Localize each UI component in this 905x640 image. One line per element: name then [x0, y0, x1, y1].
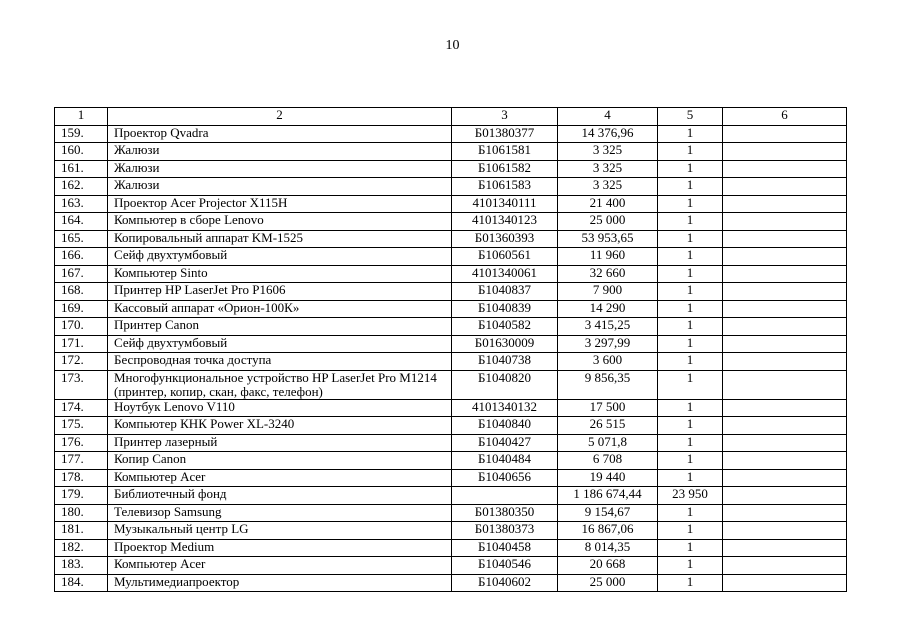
inventory-number-cell: Б1040839 [452, 300, 558, 318]
notes-cell [723, 318, 847, 336]
cost-cell: 9 856,35 [558, 370, 658, 399]
cost-cell: 6 708 [558, 452, 658, 470]
cost-cell: 14 376,96 [558, 125, 658, 143]
item-name-cell: Копировальный аппарат KM-1525 [108, 230, 452, 248]
notes-cell [723, 265, 847, 283]
table-row [55, 265, 847, 283]
notes-cell [723, 300, 847, 318]
table-row [55, 522, 847, 540]
quantity-cell: 1 [658, 469, 723, 487]
header-col-4: 4 [558, 108, 658, 126]
quantity-cell: 1 [658, 160, 723, 178]
page-number: 10 [445, 38, 460, 53]
item-name-cell: Копир Canon [108, 452, 452, 470]
notes-cell [723, 143, 847, 161]
notes-cell [723, 504, 847, 522]
inventory-number-cell: Б01380350 [452, 504, 558, 522]
item-name-cell: Библиотечный фонд [108, 487, 452, 505]
table-row [55, 248, 847, 266]
row-number-cell: 159. [55, 125, 108, 143]
inventory-number-cell: 4101340123 [452, 213, 558, 231]
notes-cell [723, 353, 847, 371]
table-row [55, 283, 847, 301]
cost-cell: 7 900 [558, 283, 658, 301]
table-row [55, 504, 847, 522]
notes-cell [723, 230, 847, 248]
inventory-number-cell: Б01630009 [452, 335, 558, 353]
table-row [55, 452, 847, 470]
row-number-cell: 160. [55, 143, 108, 161]
table-row [55, 539, 847, 557]
cost-cell: 53 953,65 [558, 230, 658, 248]
item-name-cell: Жалюзи [108, 178, 452, 196]
notes-cell [723, 213, 847, 231]
table-row [55, 469, 847, 487]
table-row [55, 300, 847, 318]
item-name-cell: Проектор Acer Projector X115H [108, 195, 452, 213]
table-row [55, 230, 847, 248]
header-col-5: 5 [658, 108, 723, 126]
table-row [55, 574, 847, 592]
item-name-cell: Компьютер Sinto [108, 265, 452, 283]
inventory-number-cell: Б1040602 [452, 574, 558, 592]
header-col-6: 6 [723, 108, 847, 126]
notes-cell [723, 487, 847, 505]
quantity-cell: 1 [658, 557, 723, 575]
row-number-cell: 173. [55, 370, 108, 399]
inventory-number-cell: Б1061582 [452, 160, 558, 178]
inventory-number-cell: Б1040484 [452, 452, 558, 470]
item-name-cell: Компьютер КНК Power XL-3240 [108, 417, 452, 435]
inventory-number-cell: Б1040458 [452, 539, 558, 557]
item-name-cell: Сейф двухтумбовый [108, 248, 452, 266]
row-number-cell: 177. [55, 452, 108, 470]
table-row [55, 335, 847, 353]
inventory-table [54, 107, 847, 592]
quantity-cell: 1 [658, 300, 723, 318]
cost-cell: 3 325 [558, 160, 658, 178]
row-number-cell: 166. [55, 248, 108, 266]
inventory-number-cell: Б1040738 [452, 353, 558, 371]
notes-cell [723, 178, 847, 196]
item-name-cell: Компьютер Acer [108, 469, 452, 487]
cost-cell: 26 515 [558, 417, 658, 435]
row-number-cell: 180. [55, 504, 108, 522]
notes-cell [723, 434, 847, 452]
item-name-cell: Компьютер в сборе Lenovo [108, 213, 452, 231]
item-name-cell: Жалюзи [108, 160, 452, 178]
notes-cell [723, 417, 847, 435]
table-row [55, 213, 847, 231]
item-name-cell: Ноутбук Lenovo V110 [108, 399, 452, 417]
notes-cell [723, 283, 847, 301]
row-number-cell: 178. [55, 469, 108, 487]
table-row [55, 125, 847, 143]
inventory-number-cell: Б1040546 [452, 557, 558, 575]
header-col-2: 2 [108, 108, 452, 126]
notes-cell [723, 195, 847, 213]
table-row [55, 318, 847, 336]
header-col-1: 1 [55, 108, 108, 126]
quantity-cell: 1 [658, 143, 723, 161]
inventory-number-cell: 4101340061 [452, 265, 558, 283]
table-row [55, 160, 847, 178]
item-name-cell: Принтер HP LaserJet Pro P1606 [108, 283, 452, 301]
cost-cell: 8 014,35 [558, 539, 658, 557]
item-name-cell: Проектор Qvadra [108, 125, 452, 143]
quantity-cell: 1 [658, 213, 723, 231]
quantity-cell: 1 [658, 353, 723, 371]
cost-cell: 5 071,8 [558, 434, 658, 452]
notes-cell [723, 557, 847, 575]
cost-cell: 17 500 [558, 399, 658, 417]
cost-cell: 9 154,67 [558, 504, 658, 522]
cost-cell: 16 867,06 [558, 522, 658, 540]
quantity-cell: 1 [658, 399, 723, 417]
row-number-cell: 171. [55, 335, 108, 353]
table-row [55, 557, 847, 575]
cost-cell: 20 668 [558, 557, 658, 575]
cost-cell: 3 297,99 [558, 335, 658, 353]
table-row [55, 178, 847, 196]
notes-cell [723, 574, 847, 592]
cost-cell: 25 000 [558, 213, 658, 231]
table-row [55, 370, 847, 399]
row-number-cell: 184. [55, 574, 108, 592]
notes-cell [723, 370, 847, 399]
row-number-cell: 179. [55, 487, 108, 505]
item-name-cell: Мультимедиапроектор [108, 574, 452, 592]
cost-cell: 3 325 [558, 143, 658, 161]
table-row [55, 353, 847, 371]
table-row [55, 143, 847, 161]
notes-cell [723, 469, 847, 487]
inventory-number-cell: Б1040427 [452, 434, 558, 452]
row-number-cell: 164. [55, 213, 108, 231]
quantity-cell: 1 [658, 178, 723, 196]
row-number-cell: 169. [55, 300, 108, 318]
row-number-cell: 182. [55, 539, 108, 557]
item-name-cell: Беспроводная точка доступа [108, 353, 452, 371]
inventory-number-cell: Б01380377 [452, 125, 558, 143]
notes-cell [723, 160, 847, 178]
row-number-cell: 170. [55, 318, 108, 336]
inventory-number-cell: 4101340132 [452, 399, 558, 417]
inventory-number-cell: Б1040837 [452, 283, 558, 301]
item-name-cell: Принтер Canon [108, 318, 452, 336]
item-name-cell: Кассовый аппарат «Орион-100К» [108, 300, 452, 318]
header-col-3: 3 [452, 108, 558, 126]
quantity-cell: 1 [658, 230, 723, 248]
inventory-number-cell: Б1061581 [452, 143, 558, 161]
item-name-cell: Принтер лазерный [108, 434, 452, 452]
quantity-cell: 1 [658, 318, 723, 336]
item-name-cell: Проектор Medium [108, 539, 452, 557]
table-row [55, 417, 847, 435]
quantity-cell: 1 [658, 248, 723, 266]
notes-cell [723, 399, 847, 417]
quantity-cell: 1 [658, 452, 723, 470]
inventory-number-cell: Б1040840 [452, 417, 558, 435]
inventory-number-cell: Б1040656 [452, 469, 558, 487]
row-number-cell: 176. [55, 434, 108, 452]
cost-cell: 14 290 [558, 300, 658, 318]
quantity-cell: 1 [658, 125, 723, 143]
row-number-cell: 163. [55, 195, 108, 213]
row-number-cell: 183. [55, 557, 108, 575]
inventory-number-cell: Б01380373 [452, 522, 558, 540]
cost-cell: 3 600 [558, 353, 658, 371]
cost-cell: 21 400 [558, 195, 658, 213]
notes-cell [723, 522, 847, 540]
quantity-cell: 1 [658, 522, 723, 540]
row-number-cell: 175. [55, 417, 108, 435]
notes-cell [723, 452, 847, 470]
quantity-cell: 1 [658, 195, 723, 213]
row-number-cell: 162. [55, 178, 108, 196]
notes-cell [723, 125, 847, 143]
quantity-cell: 1 [658, 265, 723, 283]
table-row [55, 195, 847, 213]
inventory-number-cell: Б01360393 [452, 230, 558, 248]
table-row [55, 434, 847, 452]
cost-cell: 25 000 [558, 574, 658, 592]
quantity-cell: 1 [658, 539, 723, 557]
row-number-cell: 165. [55, 230, 108, 248]
item-name-cell: Сейф двухтумбовый [108, 335, 452, 353]
quantity-cell: 1 [658, 417, 723, 435]
table-row [55, 487, 847, 505]
row-number-cell: 172. [55, 353, 108, 371]
row-number-cell: 174. [55, 399, 108, 417]
inventory-number-cell: Б1061583 [452, 178, 558, 196]
notes-cell [723, 539, 847, 557]
inventory-number-cell: Б1040582 [452, 318, 558, 336]
item-name-cell: Телевизор Samsung [108, 504, 452, 522]
cost-cell: 32 660 [558, 265, 658, 283]
notes-cell [723, 248, 847, 266]
quantity-cell: 1 [658, 504, 723, 522]
row-number-cell: 167. [55, 265, 108, 283]
item-name-cell: Многофункциональное устройство HP LaserJet Pro M1214 (принтер, копир, скан, факс, телефон) [108, 370, 452, 399]
quantity-cell: 23 950 [658, 487, 723, 505]
quantity-cell: 1 [658, 370, 723, 399]
row-number-cell: 168. [55, 283, 108, 301]
table-header-row [55, 108, 847, 126]
row-number-cell: 161. [55, 160, 108, 178]
quantity-cell: 1 [658, 283, 723, 301]
item-name-cell: Жалюзи [108, 143, 452, 161]
table-row [55, 399, 847, 417]
item-name-cell: Музыкальный центр LG [108, 522, 452, 540]
row-number-cell: 181. [55, 522, 108, 540]
cost-cell: 11 960 [558, 248, 658, 266]
quantity-cell: 1 [658, 335, 723, 353]
inventory-number-cell: Б1060561 [452, 248, 558, 266]
cost-cell: 3 325 [558, 178, 658, 196]
inventory-number-cell: 4101340111 [452, 195, 558, 213]
item-name-cell: Компьютер Acer [108, 557, 452, 575]
inventory-number-cell: Б1040820 [452, 370, 558, 399]
quantity-cell: 1 [658, 574, 723, 592]
table-body [55, 125, 847, 592]
quantity-cell: 1 [658, 434, 723, 452]
cost-cell: 3 415,25 [558, 318, 658, 336]
inventory-number-cell [452, 487, 558, 505]
cost-cell: 19 440 [558, 469, 658, 487]
cost-cell: 1 186 674,44 [558, 487, 658, 505]
notes-cell [723, 335, 847, 353]
